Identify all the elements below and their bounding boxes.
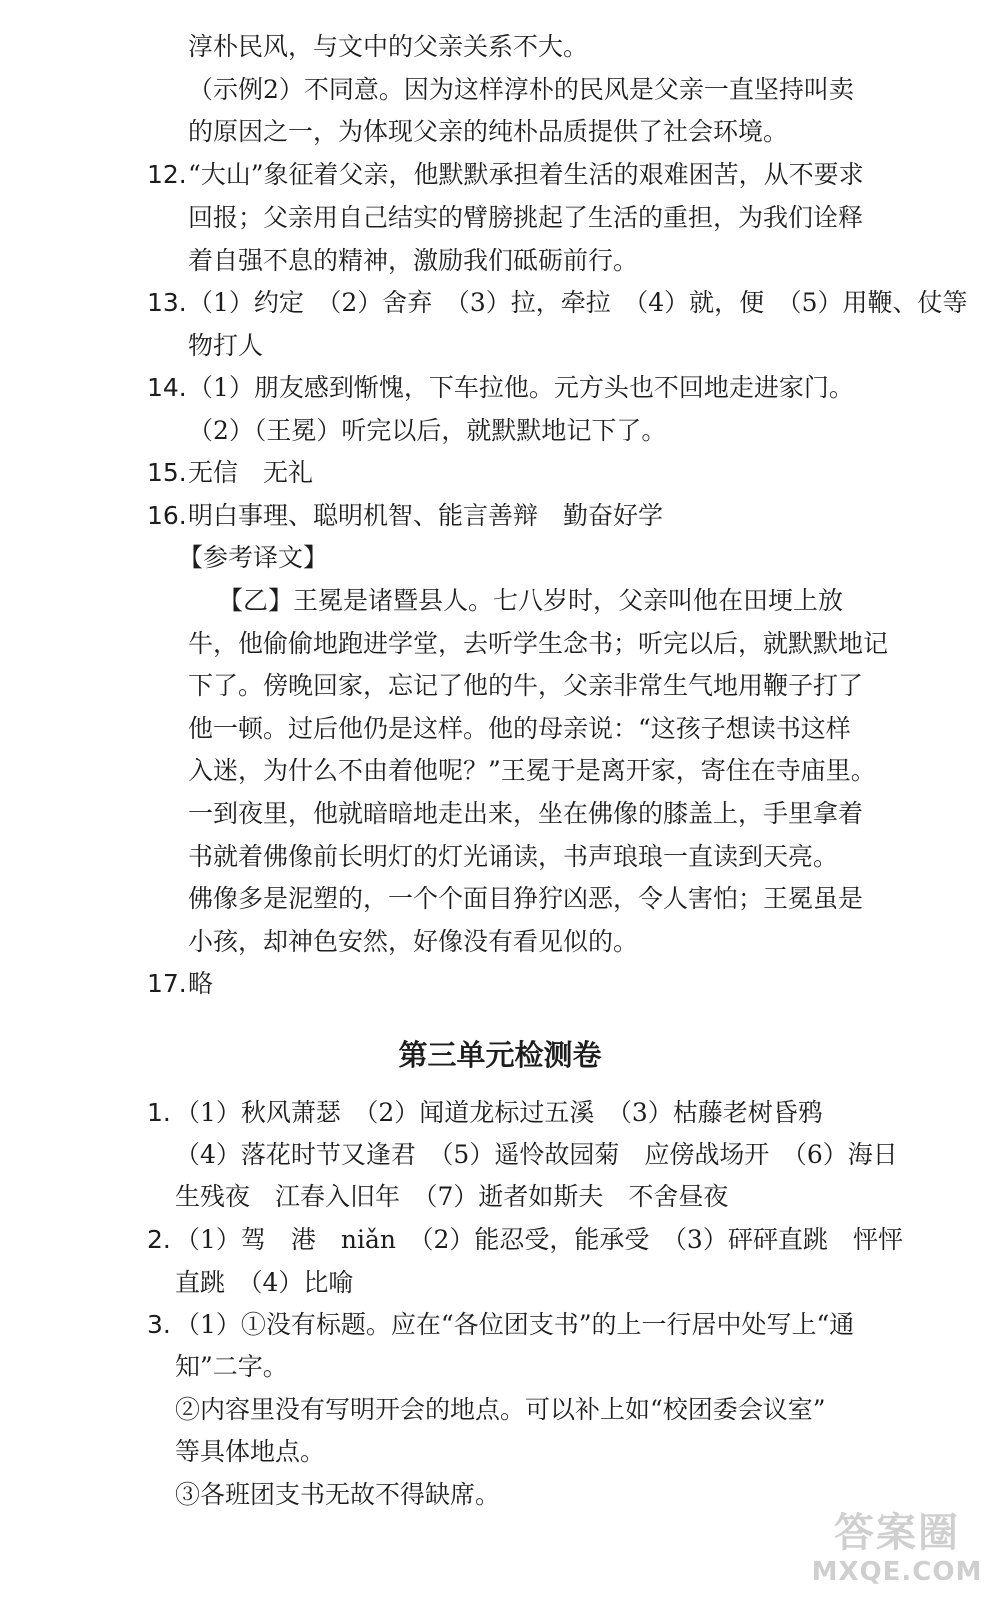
section-title: 第三单元检测卷 xyxy=(398,1038,602,1072)
answer-line: 直跳 （4）比喻 xyxy=(175,1268,354,1297)
answer-line: 的原因之一，为体现父亲的纯朴品质提供了社会环境。 xyxy=(188,117,789,146)
answer-line: （4）落花时节又逢君 （5）遥怜故园菊 应傍战场开 （6）海日 xyxy=(175,1140,898,1169)
question-number-17: 17. xyxy=(147,969,187,998)
answer-line: （1）秋风萧瑟 （2）闻道龙标过五溪 （3）枯藤老树昏鸦 xyxy=(175,1098,823,1127)
answer-line: 淳朴民风，与文中的父亲关系不大。 xyxy=(188,32,589,61)
answer-line: （1）朋友感到惭愧，下车拉他。元方头也不回地走进家门。 xyxy=(188,373,854,402)
answer-line: 无信 无礼 xyxy=(188,458,314,487)
answer-line: （1）①没有标题。应在“各位团支书”的上一行居中处写上“通 xyxy=(175,1310,855,1339)
answer-line: 物打人 xyxy=(188,331,264,360)
answer-line: （示例2）不同意。因为这样淳朴的民风是父亲一直坚持叫卖 xyxy=(188,75,854,104)
answer-line: ③各班团支书无故不得缺席。 xyxy=(175,1480,501,1509)
answer-line: ②内容里没有写明开会的地点。可以补上如“校团委会议室” xyxy=(175,1395,826,1424)
translation-line: 小孩，却神色安然，好像没有看见似的。 xyxy=(188,927,639,956)
question-number-12: 12. xyxy=(147,160,187,189)
answer-line: （2）（王冕）听完以后，就默默地记下了。 xyxy=(188,416,667,445)
question-number-16: 16. xyxy=(147,501,187,530)
watermark-logo xyxy=(802,1510,992,1596)
translation-line: 佛像多是泥塑的，一个个面目狰狞凶恶，令人害怕；王冕虽是 xyxy=(188,884,864,913)
translation-line: 入迷，为什么不由着他呢？”王冕于是离开家，寄住在寺庙里。 xyxy=(188,756,876,785)
answer-line: （1）约定 （2）舍弃 （3）拉，牵拉 （4）就，便 （5）用鞭、仗等 xyxy=(188,288,968,317)
translation-line: 他一顿。过后他仍是这样。他的母亲说：“这孩子想读书这样 xyxy=(188,714,851,743)
question-number-2: 2. xyxy=(147,1225,171,1254)
answer-line: （1）驾 港 niǎn （2）能忍受，能承受 （3）砰砰直跳 怦怦 xyxy=(175,1225,903,1254)
question-number-3: 3. xyxy=(147,1310,171,1339)
watermark-url: MXQE.COM xyxy=(811,1557,983,1587)
watermark-text: 答案圈 xyxy=(834,1510,960,1556)
answer-line: 知”二字。 xyxy=(175,1352,288,1381)
translation-line: 下了。傍晚回家，忘记了他的牛，父亲非常生气地用鞭子打了 xyxy=(188,671,864,700)
answer-line: 略 xyxy=(188,969,214,998)
answer-line: 着自强不息的精神，激励我们砥砺前行。 xyxy=(188,246,639,275)
translation-line: 牛，他偷偷地跑进学堂，去听学生念书；听完以后，就默默地记 xyxy=(188,629,889,658)
question-number-15: 15. xyxy=(147,458,187,487)
question-number-14: 14. xyxy=(147,373,187,402)
answer-line: 等具体地点。 xyxy=(175,1437,326,1466)
translation-line: 【乙】王冕是诸暨县人。七八岁时，父亲叫他在田埂上放 xyxy=(218,586,844,615)
reference-translation-heading: 【参考译文】 xyxy=(178,543,329,572)
translation-line: 一到夜里，他就暗暗地走出来，坐在佛像的膝盖上，手里拿着 xyxy=(188,799,864,828)
answer-line: 生残夜 江春入旧年 （7）逝者如斯夫 不舍昼夜 xyxy=(175,1182,729,1211)
answer-line: 明白事理、聪明机智、能言善辩 勤奋好学 xyxy=(188,501,664,530)
translation-line: 书就着佛像前长明灯的灯光诵读，书声琅琅一直读到天亮。 xyxy=(188,842,839,871)
answer-line: 回报；父亲用自己结实的臂膀挑起了生活的重担，为我们诠释 xyxy=(188,203,864,232)
question-number-1: 1. xyxy=(147,1098,171,1127)
question-number-13: 13. xyxy=(147,288,187,317)
answer-line: “大山”象征着父亲，他默默承担着生活的艰难困苦，从不要求 xyxy=(188,160,864,189)
